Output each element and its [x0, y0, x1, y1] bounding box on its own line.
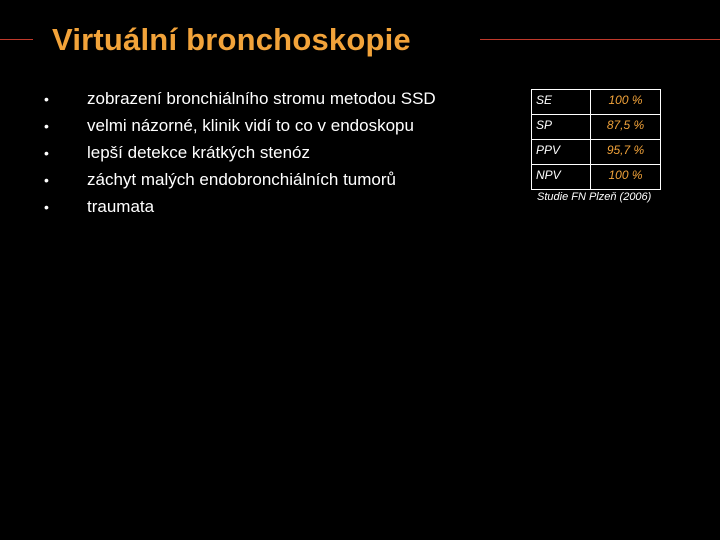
slide-title: Virtuální bronchoskopie: [52, 22, 411, 57]
stat-value: 100 %: [591, 165, 661, 190]
table-row: [532, 115, 661, 140]
bullet-icon: •: [44, 145, 49, 161]
table-row: [532, 165, 661, 190]
table-row: [532, 90, 661, 115]
bullet-icon: •: [44, 118, 49, 134]
study-source: Studie FN Plzeň (2006): [537, 191, 652, 203]
stat-value: 95,7 %: [591, 140, 661, 165]
bullet-text: velmi názorné, klinik vidí to co v endoskopu: [87, 116, 414, 135]
title-rule-left: [0, 39, 33, 40]
bullet-text: lepší detekce krátkých stenóz: [87, 143, 311, 162]
statistics-table: [531, 89, 661, 190]
bullet-text: zobrazení bronchiálního stromu metodou SSD: [87, 89, 436, 108]
bullet-text: traumata: [87, 197, 155, 216]
bullet-icon: •: [44, 172, 49, 188]
bullet-icon: •: [44, 91, 49, 107]
stat-label: SP: [532, 115, 591, 140]
stat-value: 100 %: [591, 90, 661, 115]
stat-value: 87,5 %: [591, 115, 661, 140]
bullet-icon: •: [44, 199, 49, 215]
stat-label: PPV: [532, 140, 591, 165]
stat-label: SE: [532, 90, 591, 115]
bullet-text: záchyt malých endobronchiálních tumorů: [87, 170, 396, 189]
stat-label: NPV: [532, 165, 591, 190]
table-row: [532, 140, 661, 165]
title-rule-right: [480, 39, 720, 40]
